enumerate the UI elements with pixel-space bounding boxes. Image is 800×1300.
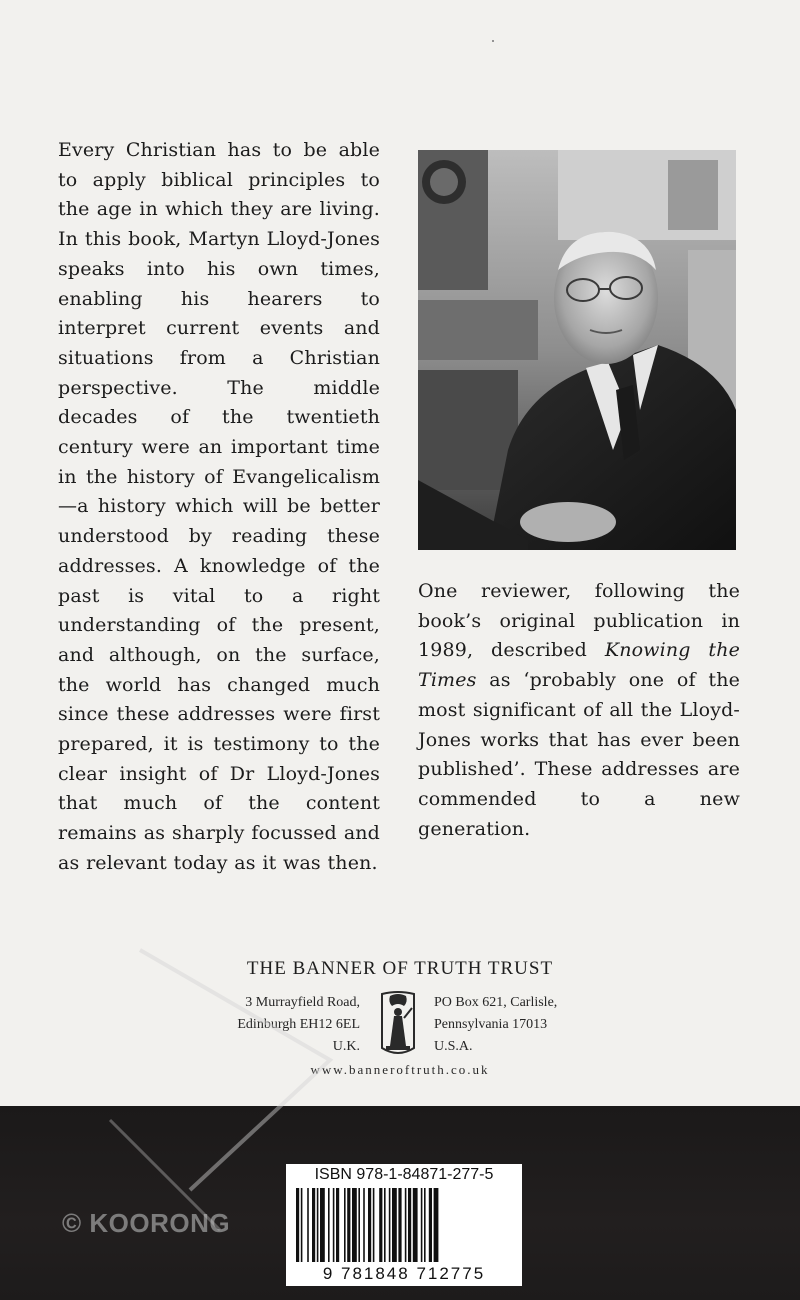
review-paragraph [418, 577, 740, 844]
description-paragraph: Every Christian has to be able to apply biblical principles to the age in which they are living. In this book, Martyn Lloyd-Jones speaks into his own times, enabling his hearers to interpret current events and situations from a Christian perspective. The middle decades of the twentieth century were an important time in the history of Evangelicalism—a history which will be better understood by reading these addresses. A knowledge of the past is vital to a right understanding of the present, and although, on the surface, the world has changed much since these addresses were first prepared, it is testimony to the clear insight of Dr Lloyd-Jones that much of the content remains as sharply focussed and as relevant today as it was then. [58, 139, 380, 874]
isbn-label: ISBN 978-1-84871-277-5 [314, 1166, 494, 1183]
review-text-part1: One reviewer, following the book’s original publication in 1989, described [418, 580, 740, 662]
speck [492, 40, 494, 42]
us-address-line: U.S.A. [434, 1039, 473, 1054]
uk-address-line: Edinburgh EH12 6EL [237, 1017, 360, 1032]
barcode-digits: 9 781848 712775 [322, 1264, 486, 1283]
us-address-line: Pennsylvania 17013 [434, 1017, 548, 1032]
publisher-website: www.banneroftruth.co.uk [310, 1062, 490, 1077]
us-address-line: PO Box 621, Carlisle, [434, 995, 558, 1010]
publisher-name: THE BANNER OF TRUTH TRUST [246, 958, 554, 979]
uk-address-line: U.K. [332, 1039, 360, 1054]
review-text-part2: as ‘probably one of the most significant of all the Lloyd-Jones works that has ever been published’. These addresses are commended to a new generation. [418, 669, 740, 840]
koorong-watermark-icon [100, 940, 360, 1240]
uk-address-line: 3 Murrayfield Road, [245, 995, 360, 1010]
author-photo [418, 150, 736, 550]
book-title: Knowing the Times [418, 639, 740, 692]
us-address [434, 992, 634, 1058]
watermark-text: © KOORONG [62, 1208, 231, 1238]
banner-of-truth-emblem-icon [368, 988, 428, 1060]
